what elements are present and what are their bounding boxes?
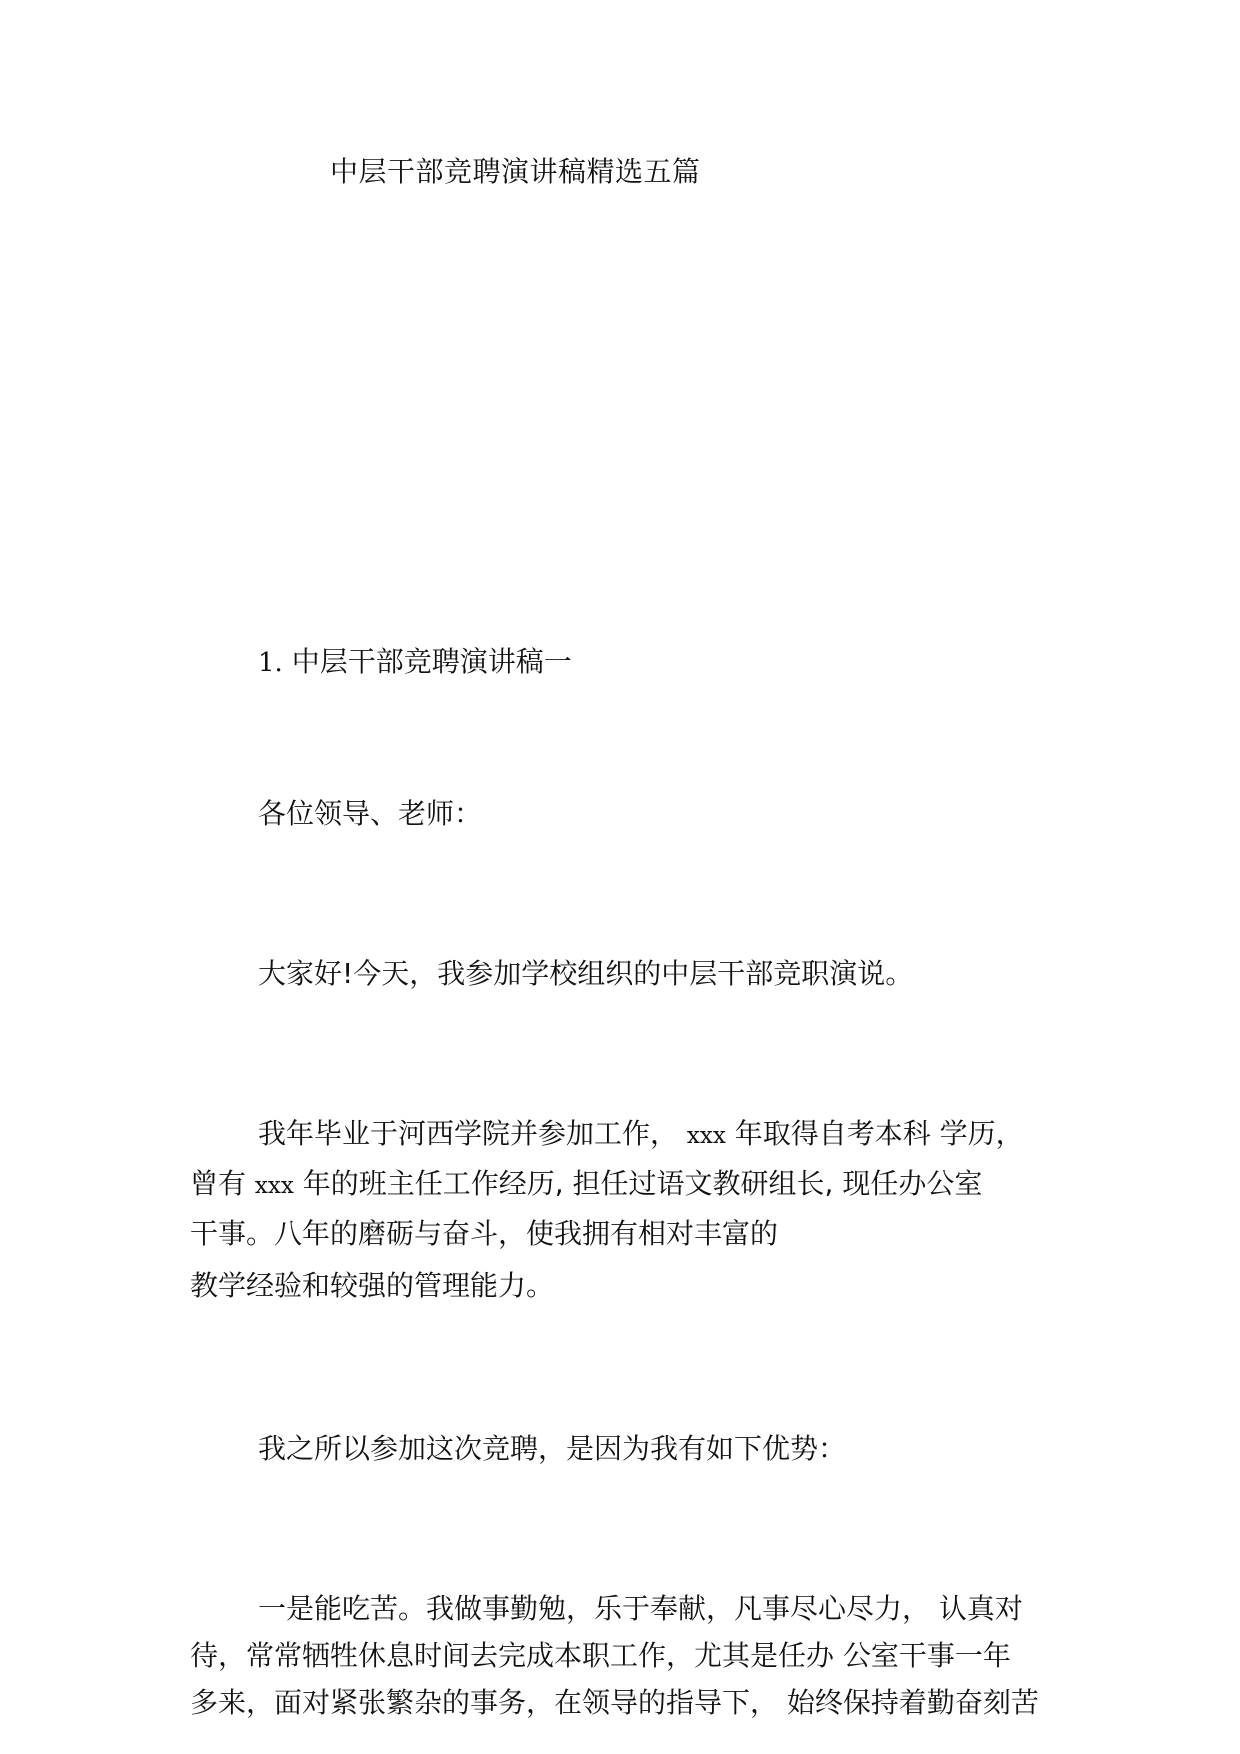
advantage-paragraph xyxy=(190,1585,1070,1726)
document-title: 中层干部竞聘演讲稿精选五篇 xyxy=(330,155,701,188)
reason-paragraph: 我之所以参加这次竞聘，是因为我有如下优势： xyxy=(258,1432,847,1465)
salutation: 各位领导、老师： xyxy=(258,797,483,830)
advantage-line-2: 待，常常牺牲休息时间去完成本职工作，尤其是任办 公室干事一年 xyxy=(190,1639,1011,1672)
background-paragraph xyxy=(190,1110,1070,1257)
background-paragraph-continued: 教学经验和较强的管理能力。 xyxy=(190,1269,555,1302)
background-line-3: 干事。八年的磨砺与奋斗，使我拥有相对丰富的 xyxy=(190,1217,779,1250)
greeting-paragraph: 大家好!今天，我参加学校组织的中层干部竞职演说。 xyxy=(258,957,914,990)
section-heading xyxy=(258,640,572,680)
section-heading-text: 中层干部竞聘演讲稿一 xyxy=(291,645,572,678)
advantage-line-1: 一是能吃苦。我做事勤勉，乐于奉献，凡事尽心尽力， 认真对 xyxy=(258,1592,1023,1625)
section-number: 1. xyxy=(258,648,283,678)
background-line-1: 我年毕业于河西学院并参加工作， xxx 年取得自考本科 学历， xyxy=(258,1117,1024,1150)
background-line-2: 曾有 xxx 年的班主任工作经历, 担任过语文教研组长, 现任办公室 xyxy=(190,1167,983,1200)
advantage-line-3: 多来，面对紧张繁杂的事务，在领导的指导下， 始终保持着勤奋刻苦 xyxy=(190,1686,1039,1719)
